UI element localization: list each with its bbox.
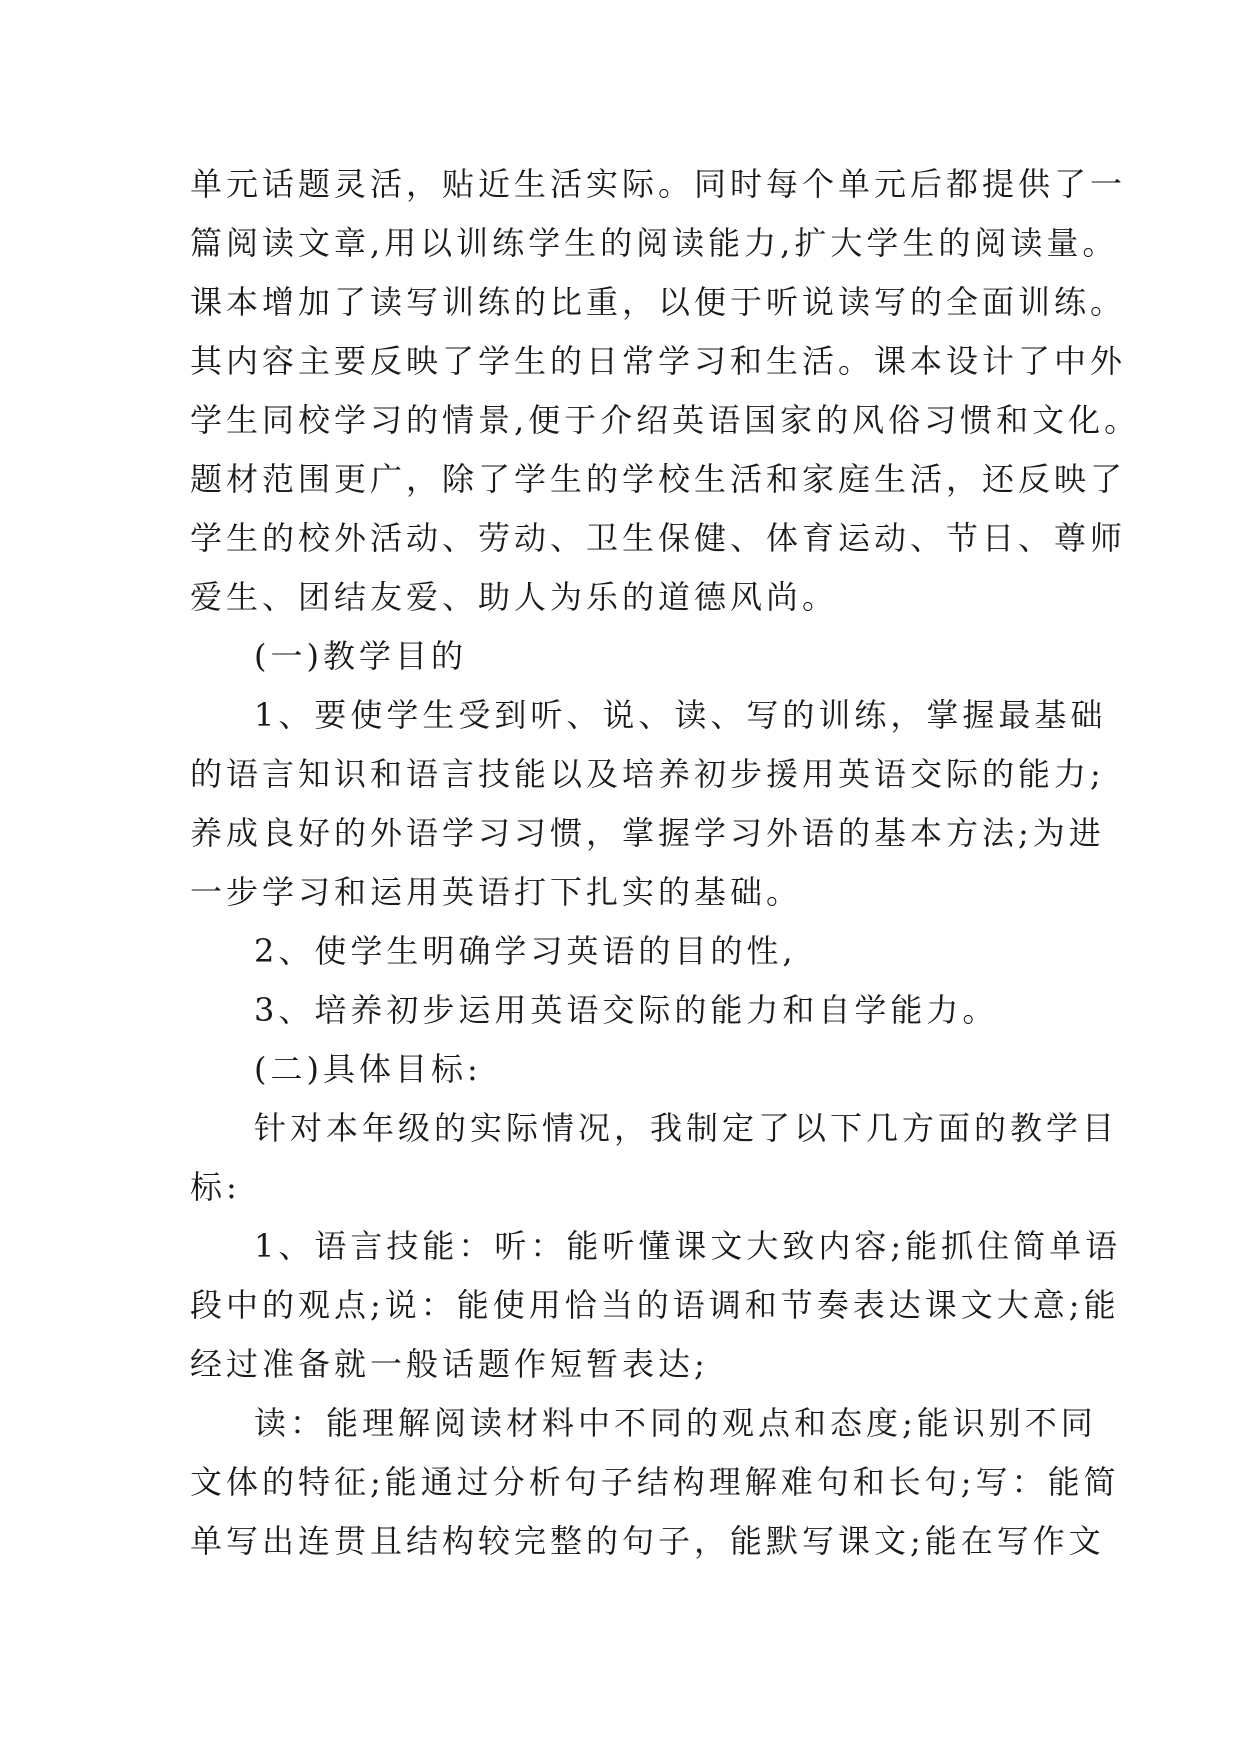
paragraph-line: 养成良好的外语学习习惯，掌握学习外语的基本方法;为进 bbox=[190, 814, 1105, 852]
paragraph-line: 读：能理解阅读材料中不同的观点和态度;能识别不同 bbox=[254, 1404, 1097, 1442]
paragraph-line: 单元话题灵活，贴近生活实际。同时每个单元后都提供了一 bbox=[190, 165, 1127, 203]
paragraph-line: 学生同校学习的情景,便于介绍英语国家的风俗习惯和文化。 bbox=[190, 401, 1141, 439]
paragraph-line: 单写出连贯且结构较完整的句子，能默写课文;能在写作文 bbox=[190, 1522, 1105, 1560]
paragraph-line: 1、语言技能：听：能听懂课文大致内容;能抓住简单语 bbox=[254, 1227, 1122, 1265]
paragraph-line: 3、培养初步运用英语交际的能力和自学能力。 bbox=[254, 991, 999, 1029]
paragraph-line: 学生的校外活动、劳动、卫生保健、体育运动、节日、尊师 bbox=[190, 519, 1127, 557]
paragraph-line: 文体的特征;能通过分析句子结构理解难句和长句;写：能简 bbox=[190, 1463, 1120, 1501]
section-heading: (一)教学目的 bbox=[254, 637, 467, 675]
paragraph-line: 经过准备就一般话题作短暂表达; bbox=[190, 1345, 709, 1383]
paragraph-line: 其内容主要反映了学生的日常学习和生活。课本设计了中外 bbox=[190, 342, 1127, 380]
paragraph-line: 2、使学生明确学习英语的目的性, bbox=[254, 932, 797, 970]
paragraph-line: 课本增加了读写训练的比重，以便于听说读写的全面训练。 bbox=[190, 283, 1127, 321]
paragraph-line: 题材范围更广，除了学生的学校生活和家庭生活，还反映了 bbox=[190, 460, 1127, 498]
paragraph-line: 的语言知识和语言技能以及培养初步援用英语交际的能力; bbox=[190, 755, 1105, 793]
paragraph-line: 标: bbox=[190, 1168, 241, 1206]
paragraph-line: 爱生、团结友爱、助人为乐的道德风尚。 bbox=[190, 578, 839, 616]
paragraph-line: 段中的观点;说：能使用恰当的语调和节奏表达课文大意;能 bbox=[190, 1286, 1120, 1324]
paragraph-line: 针对本年级的实际情况，我制定了以下几方面的教学目 bbox=[254, 1109, 1119, 1147]
paragraph-line: 1、要使学生受到听、说、读、写的训练，掌握最基础 bbox=[254, 696, 1107, 734]
paragraph-line: 篇阅读文章,用以训练学生的阅读能力,扩大学生的阅读量。 bbox=[190, 224, 1119, 262]
section-heading: (二)具体目标: bbox=[254, 1050, 482, 1088]
paragraph-line: 一步学习和运用英语打下扎实的基础。 bbox=[190, 873, 803, 911]
document-body bbox=[190, 155, 1141, 1571]
